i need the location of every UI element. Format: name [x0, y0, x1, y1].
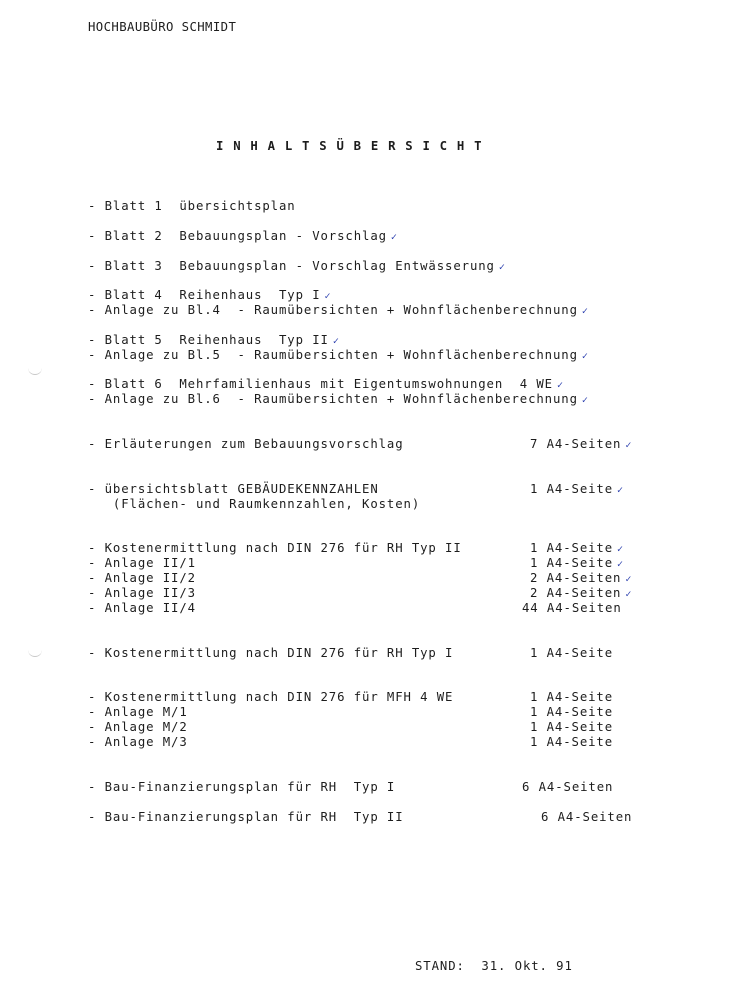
entry-text: - Anlage II/4	[88, 601, 196, 615]
checkmark-icon: ✓	[498, 262, 505, 273]
entry-text: - Bau-Finanzierungsplan für RH Typ II	[88, 810, 404, 824]
contents-entry	[88, 690, 453, 705]
checkmark-icon: ✓	[617, 485, 624, 496]
contents-entry	[88, 437, 404, 452]
checkmark-icon: ✓	[625, 440, 632, 451]
entry-text: - Blatt 3 Bebauungsplan - Vorschlag Entwässerung	[88, 259, 495, 273]
entry-text: - Erläuterungen zum Bebauungsvorschlag	[88, 437, 404, 451]
entry-text: - Anlage M/1	[88, 705, 188, 719]
entry-page-count: 1 A4-Seite	[530, 735, 614, 749]
contents-entry	[88, 229, 397, 245]
contents-entry	[88, 810, 404, 825]
checkmark-icon: ✓	[581, 395, 588, 406]
checkmark-icon: ✓	[625, 589, 632, 600]
entry-text: - Bau-Finanzierungsplan für RH Typ I	[88, 780, 396, 794]
contents-entry	[88, 646, 453, 661]
contents-entry	[88, 556, 196, 571]
checkmark-icon: ✓	[617, 559, 624, 570]
entry-text: - übersichtsblatt GEBÄUDEKENNZAHLEN	[88, 482, 379, 496]
entry-page-count: 1 A4-Seite	[530, 690, 614, 704]
checkmark-icon: ✓	[581, 306, 588, 317]
entry-text: - Blatt 2 Bebauungsplan - Vorschlag	[88, 229, 387, 243]
contents-entry	[88, 303, 588, 319]
document-title: I N H A L T S Ü B E R S I C H T	[216, 139, 483, 153]
entry-text: - Blatt 1 übersichtsplan	[88, 199, 296, 213]
contents-entry	[88, 720, 188, 735]
entry-text: - Anlage zu Bl.4 - Raumübersichten + Wohnflächenberechnung	[88, 303, 578, 317]
entry-text: - Anlage II/2	[88, 571, 196, 585]
entry-text: - Anlage M/3	[88, 735, 188, 749]
entry-page-count: 1 A4-Seite ✓	[530, 541, 624, 555]
contents-entry	[88, 482, 379, 497]
entry-page-count: 2 A4-Seiten ✓	[530, 586, 632, 600]
entry-text: - Kostenermittlung nach DIN 276 für RH Typ II	[88, 541, 462, 555]
checkmark-icon: ✓	[557, 380, 564, 391]
checkmark-icon: ✓	[332, 336, 339, 347]
entry-page-count: 6 A4-Seiten	[541, 810, 633, 824]
checkmark-icon: ✓	[625, 574, 632, 585]
entry-page-count: 1 A4-Seite	[530, 646, 614, 660]
contents-entry	[88, 601, 196, 616]
entry-text: - Anlage II/1	[88, 556, 196, 570]
entry-page-count: 1 A4-Seite ✓	[530, 556, 624, 570]
contents-entry	[88, 571, 196, 586]
contents-entry	[88, 288, 331, 304]
entry-page-count: 7 A4-Seiten ✓	[530, 437, 632, 451]
contents-entry	[88, 705, 188, 720]
contents-entry	[88, 348, 588, 364]
checkmark-icon: ✓	[617, 544, 624, 555]
contents-entry	[88, 541, 462, 556]
entry-text: - Anlage II/3	[88, 586, 196, 600]
contents-entry	[88, 586, 196, 601]
stand-date: STAND: 31. Okt. 91	[415, 959, 573, 973]
entry-page-count: 1 A4-Seite ✓	[530, 482, 624, 496]
entry-text: - Blatt 4 Reihenhaus Typ I	[88, 288, 321, 302]
contents-entry	[88, 199, 296, 214]
entry-text: - Anlage zu Bl.5 - Raumübersichten + Wohnflächenberechnung	[88, 348, 578, 362]
contents-entry	[88, 497, 420, 512]
entry-page-count: 2 A4-Seiten ✓	[530, 571, 632, 585]
punch-hole-mark	[28, 650, 42, 657]
contents-entry	[88, 333, 339, 349]
entry-text: - Anlage M/2	[88, 720, 188, 734]
entry-page-count: 6 A4-Seiten	[522, 780, 614, 794]
entry-text: (Flächen- und Raumkennzahlen, Kosten)	[88, 497, 421, 511]
contents-entry	[88, 735, 188, 750]
contents-entry	[88, 392, 588, 408]
entry-text: - Anlage zu Bl.6 - Raumübersichten + Wohnflächenberechnung	[88, 392, 578, 406]
checkmark-icon: ✓	[581, 351, 588, 362]
entry-text: - Kostenermittlung nach DIN 276 für RH Typ I	[88, 646, 454, 660]
contents-entry	[88, 377, 563, 393]
entry-text: - Kostenermittlung nach DIN 276 für MFH 4 WE	[88, 690, 454, 704]
checkmark-icon: ✓	[390, 232, 397, 243]
contents-entry	[88, 780, 395, 795]
entry-text: - Blatt 5 Reihenhaus Typ II	[88, 333, 329, 347]
entry-page-count: 44 A4-Seiten	[522, 601, 622, 615]
punch-hole-mark	[28, 368, 42, 375]
entry-page-count: 1 A4-Seite	[530, 720, 614, 734]
entry-page-count: 1 A4-Seite	[530, 705, 614, 719]
entry-text: - Blatt 6 Mehrfamilienhaus mit Eigentumswohnungen 4 WE	[88, 377, 553, 391]
company-header: HOCHBAUBÜRO SCHMIDT	[88, 20, 237, 34]
checkmark-icon: ✓	[324, 291, 331, 302]
contents-entry	[88, 259, 505, 275]
